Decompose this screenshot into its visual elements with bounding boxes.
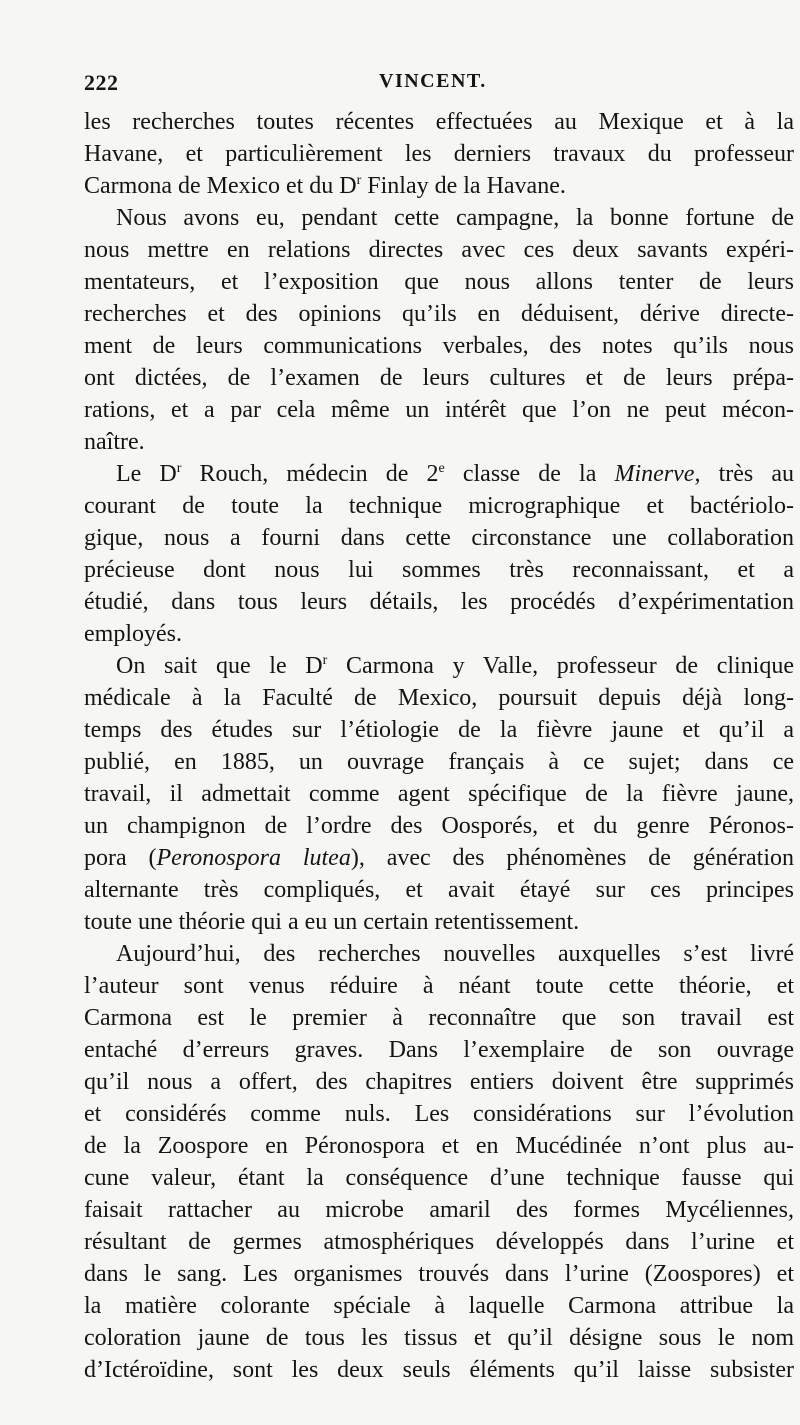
text-line: un champignon de l’ordre des Oosporés, et du genre Péronos- <box>84 813 794 839</box>
text-line <box>84 170 794 202</box>
superscript: r <box>322 653 328 668</box>
text-span: très au <box>700 461 794 487</box>
text-line: précieuse dont nous lui sommes très reconnaissant, et a <box>84 557 794 583</box>
text-line: d’Ictéroïdine, sont les deux seuls éléments qu’il laisse subsister <box>84 1357 794 1383</box>
text-line: qu’il nous a offert, des chapitres entiers doivent être supprimés <box>84 1069 794 1095</box>
text-line: temps des études sur l’étiologie de la fièvre jaune et qu’il a <box>84 717 794 743</box>
text-line: employés. <box>84 621 182 647</box>
text-line: nous mettre en relations directes avec ces deux savants expéri- <box>84 237 794 263</box>
text-span: classe de la <box>444 461 615 487</box>
text-span: Carmona de Mexico et du D <box>84 173 357 199</box>
text-line: travail, il admettait comme agent spécifique de la fièvre jaune, <box>84 781 794 807</box>
page-header <box>84 70 784 100</box>
text-line: gique, nous a fourni dans cette circonstance une collaboration <box>84 525 794 551</box>
text-line: l’auteur sont venus réduire à néant toute cette théorie, et <box>84 973 794 999</box>
text-line: cune valeur, étant la conséquence d’une technique fausse qui <box>84 1165 794 1191</box>
text-line: Aujourd’hui, des recherches nouvelles auxquelles s’est livré <box>116 941 794 967</box>
text-line: alternante très compliqués, et avait étayé sur ces principes <box>84 877 794 903</box>
text-body <box>84 106 795 1383</box>
text-span: On sait que le D <box>116 653 323 679</box>
text-line <box>84 842 794 874</box>
text-span: Rouch, médecin de 2 <box>181 461 439 487</box>
text-span: Carmona y Valle, professeur de clinique <box>327 653 795 679</box>
text-line <box>116 650 794 682</box>
text-line: mentateurs, et l’exposition que nous allons tenter de leurs <box>84 269 794 295</box>
text-line: médicale à la Faculté de Mexico, poursuit depuis déjà long- <box>84 685 794 711</box>
italic-species-name: Peronospora lutea <box>156 845 351 871</box>
text-line: courant de toute la technique micrographique et bactériolo- <box>84 493 794 519</box>
italic-ship-name: Minerve, <box>614 461 701 487</box>
text-span: Finlay de la Havane. <box>361 173 566 199</box>
text-line: Nous avons eu, pendant cette campagne, la bonne fortune de <box>116 205 794 231</box>
superscript: r <box>176 461 182 476</box>
text-line: toute une théorie qui a eu un certain retentissement. <box>84 909 580 935</box>
text-line: publié, en 1885, un ouvrage français à ce sujet; dans ce <box>84 749 794 775</box>
page-number: 222 <box>84 70 119 95</box>
text-line: coloration jaune de tous les tissus et qu’il désigne sous le nom <box>84 1325 794 1351</box>
text-line: de la Zoospore en Péronospora et en Mucédinée n’ont plus au- <box>84 1133 794 1159</box>
text-line: Carmona est le premier à reconnaître que son travail est <box>84 1005 794 1031</box>
text-line: les recherches toutes récentes effectuées au Mexique et à la <box>84 109 794 135</box>
text-line: étudié, dans tous leurs détails, les procédés d’expérimentation <box>84 589 794 615</box>
text-line: entaché d’erreurs graves. Dans l’exemplaire de son ouvrage <box>84 1037 794 1063</box>
text-line <box>116 458 794 490</box>
text-span: ), avec des phénomènes de génération <box>350 845 795 871</box>
superscript: r <box>356 173 362 188</box>
text-line: Havane, et particulièrement les derniers travaux du professeur <box>84 141 794 167</box>
text-line: ment de leurs communications verbales, des notes qu’ils nous <box>84 333 794 359</box>
running-head: VINCENT. <box>379 70 487 92</box>
text-line: faisait rattacher au microbe amaril des formes Mycéliennes, <box>84 1197 794 1223</box>
text-line: naître. <box>84 429 145 455</box>
text-line: résultant de germes atmosphériques développés dans l’urine et <box>84 1229 794 1255</box>
superscript: e <box>438 461 445 476</box>
text-line: et considérés comme nuls. Les considérations sur l’évolution <box>84 1101 794 1127</box>
text-line: rations, et a par cela même un intérêt que l’on ne peut mécon- <box>84 397 794 423</box>
text-line: dans le sang. Les organismes trouvés dans l’urine (Zoospores) et <box>84 1261 794 1287</box>
text-span: pora ( <box>84 845 157 871</box>
text-line: recherches et des opinions qu’ils en déduisent, dérive directe- <box>84 301 794 327</box>
text-line: la matière colorante spéciale à laquelle Carmona attribue la <box>84 1293 794 1319</box>
text-line: ont dictées, de l’examen de leurs cultures et de leurs prépa- <box>84 365 794 391</box>
text-span: Le D <box>116 461 177 487</box>
